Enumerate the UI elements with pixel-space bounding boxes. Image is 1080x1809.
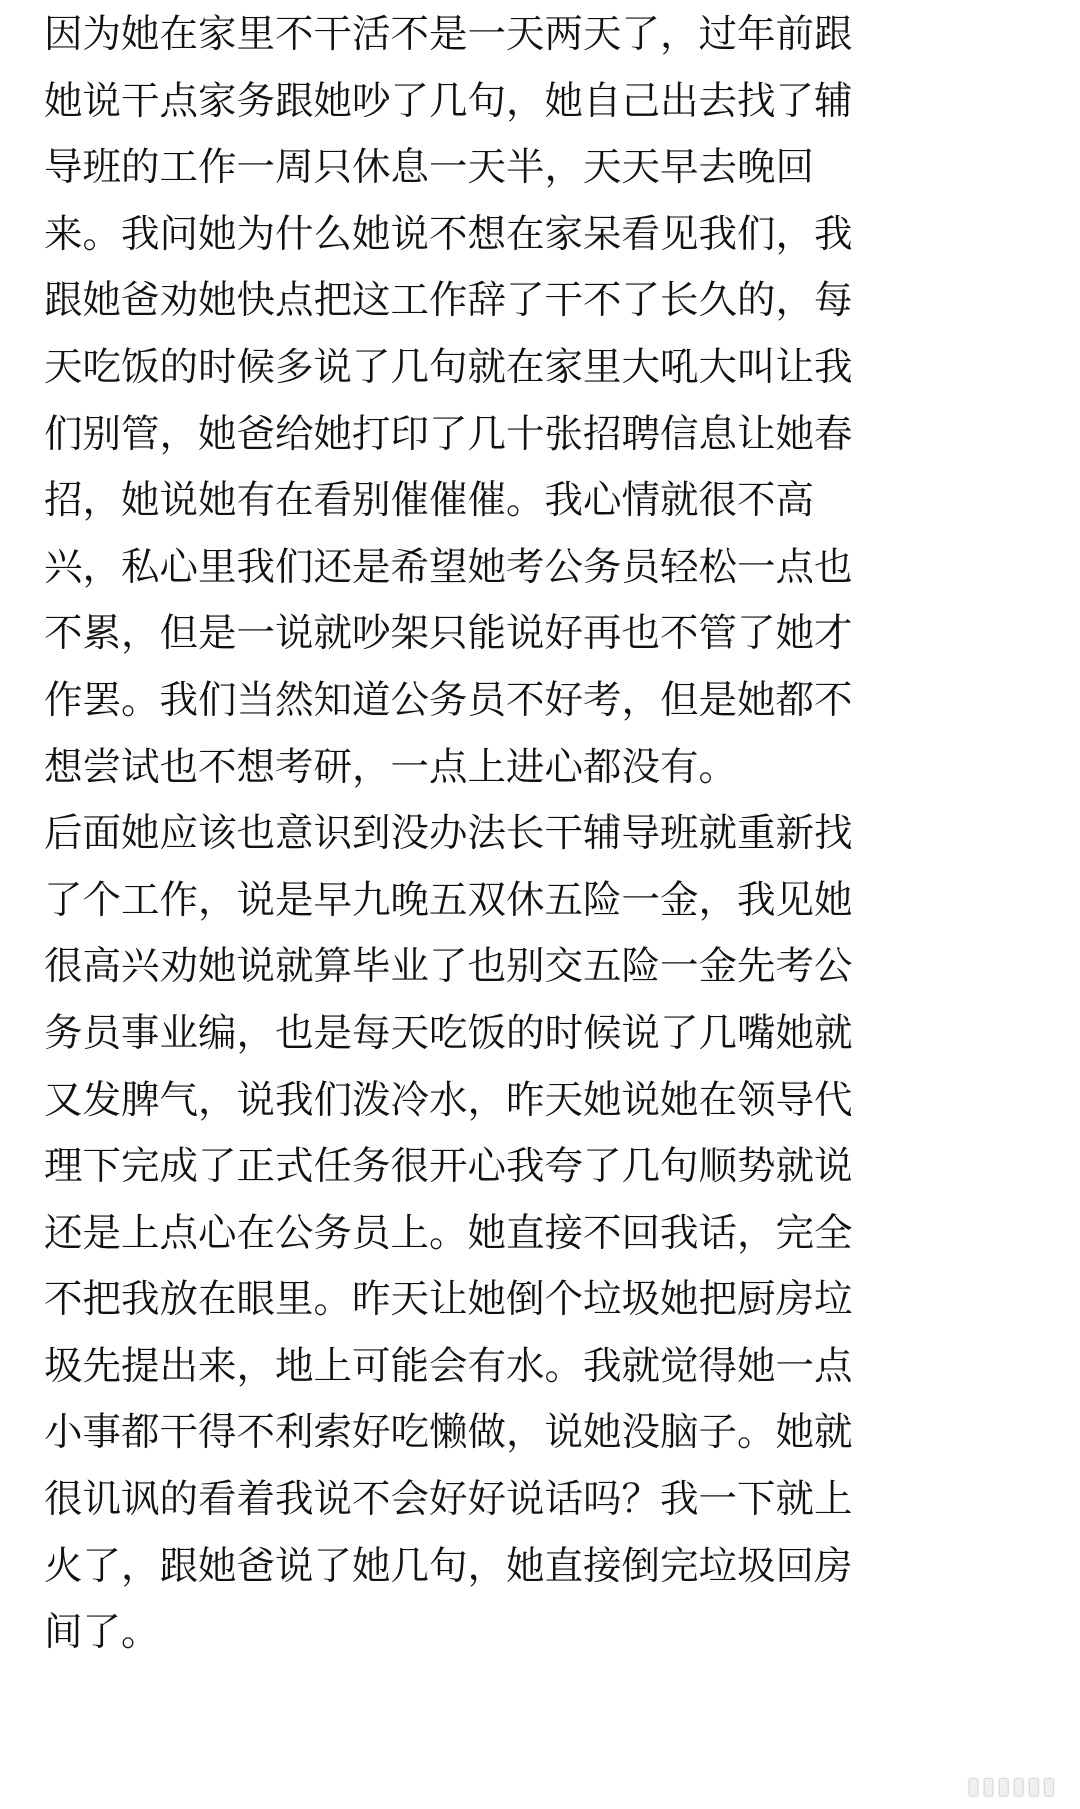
post-body [44,2,1044,1667]
text-line: 因为她在家里不干活不是一天两天了，过年前跟 [44,12,853,57]
text-line: 又发脾气，说我们泼冷水，昨天她说她在领导代 [44,1077,853,1123]
text-line: 后面她应该也意识到没办法长干辅导班就重新找 [44,811,853,857]
text-line: 兴，私心里我们还是希望她考公务员轻松一点也 [44,544,853,590]
text-line: 天吃饭的时候多说了几句就在家里大吼大叫让我 [44,344,853,390]
text-line: 们别管，她爸给她打印了几十张招聘信息让她春 [44,411,853,457]
text-line: 不累，但是一说就吵架只能说好再也不管了她才 [44,611,853,657]
text-line: 想尝试也不想考研，一点上进心都没有。 [44,744,738,790]
text-line: 作罢。我们当然知道公务员不好考，但是她都不 [44,677,853,723]
text-line: 火了，跟她爸说了她几句，她直接倒完垃圾回房 [44,1543,853,1589]
text-line: 来。我问她为什么她说不想在家呆看见我们，我 [44,211,853,257]
text-line: 了个工作，说是早九晚五双休五险一金，我见她 [44,877,853,923]
watermark: ▮▮▮▮▮▮ [967,1774,1056,1799]
text-line: 还是上点心在公务员上。她直接不回我话，完全 [44,1210,853,1256]
text-line: 导班的工作一周只休息一天半，天天早去晚回 [44,145,815,191]
text-line: 理下完成了正式任务很开心我夸了几句顺势就说 [44,1144,853,1190]
text-line: 很高兴劝她说就算毕业了也别交五险一金先考公 [44,944,853,990]
text-line: 招，她说她有在看别催催催。我心情就很不高 [44,478,815,524]
text-line: 务员事业编，也是每天吃饭的时候说了几嘴她就 [44,1010,853,1056]
text-line: 跟她爸劝她快点把这工作辞了干不了长久的，每 [44,278,853,324]
text-line: 很讥讽的看着我说不会好好说话吗？我一下就上 [44,1477,853,1523]
text-line: 她说干点家务跟她吵了几句，她自己出去找了辅 [44,78,853,124]
text-line: 不把我放在眼里。昨天让她倒个垃圾她把厨房垃 [44,1277,853,1323]
text-line: 间了。 [44,1610,160,1656]
text-line: 圾先提出来，地上可能会有水。我就觉得她一点 [44,1343,853,1389]
text-line: 小事都干得不利索好吃懒做，说她没脑子。她就 [44,1410,853,1456]
